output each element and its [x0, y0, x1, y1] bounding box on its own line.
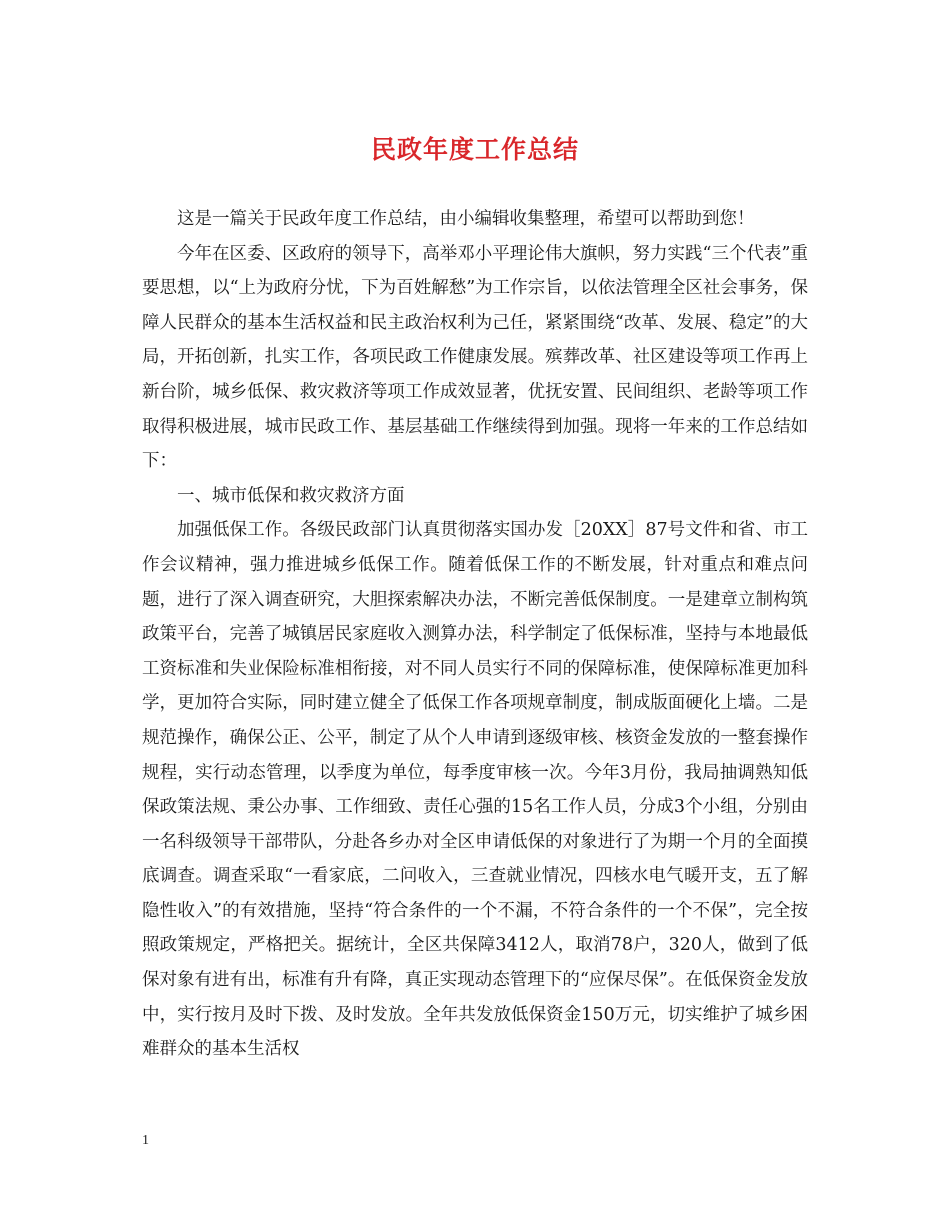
section-paragraph: 加强低保工作。各级民政部门认真贯彻落实国办发［20XX］87号文件和省、市工作会议精神，强力推进城乡低保工作。随着低保工作的不断发展，针对重点和难点问题，进行了深入调查研究，大胆探索解决办法，不断完善低保制度。一是建章立制构筑政策平台，完善了城镇居民家庭收入测算办法，科学制定了低保标准，坚持与本地最低工资标准和失业保险标准相衔接，对不同人员实行不同的保障标准，使保障标准更加科学，更加符合实际，同时建立健全了低保工作各项规章制度，制成版面硬化上墙。二是规范操作，确保公正、公平，制定了从个人申请到逐级审核、核资金发放的一整套操作规程，实行动态管理，以季度为单位，每季度审核一次。今年3月份，我局抽调熟知低保政策法规、秉公办事、工作细致、责任心强的15名工作人员，分成3个小组，分别由一名科级领导干部带队，分赴各乡办对全区申请低保的对象进行了为期一个月的全面摸底调查。调查采取“一看家底，二问收入，三查就业情况，四核水电气暖开支，五了解隐性收入”的有效措施，坚持“符合条件的一个不漏，不符合条件的一个不保”，完全按照政策规定，严格把关。据统计，全区共保障3412人，取消78户，320人，做到了低保对象有进有出，标准有升有降，真正实现动态管理下的“应保尽保”。在低保资金发放中，实行按月及时下拨、及时发放。全年共发放低保资金150万元，切实维护了城乡困难群众的基本生活权 [142, 520, 808, 1060]
page-number: 1 [142, 1133, 149, 1148]
summary-paragraph: 今年在区委、区政府的领导下，高举邓小平理论伟大旗帜，努力实践“三个代表”重要思想，以“上为政府分忧，下为百姓解愁”为工作宗旨，以依法管理全区社会事务，保障人民群众的基本生活权益和民主政治权利为己任，紧紧围绕“改革、发展、稳定”的大局，开拓创新，扎实工作，各项民政工作健康发展。殡葬改革、社区建设等项工作再上新台阶，城乡低保、救灾救济等项工作成效显著，优抚安置、民间组织、老龄等项工作取得积极进展，城市民政工作、基层基础工作继续得到加强。现将一年来的工作总结如下： [142, 243, 808, 472]
document-body [142, 202, 808, 1067]
intro-paragraph: 这是一篇关于民政年度工作总结，由小编辑收集整理，希望可以帮助到您！ [177, 209, 755, 229]
document-title: 民政年度工作总结 [370, 135, 579, 164]
section-heading: 一、城市低保和救灾救济方面 [177, 485, 405, 506]
